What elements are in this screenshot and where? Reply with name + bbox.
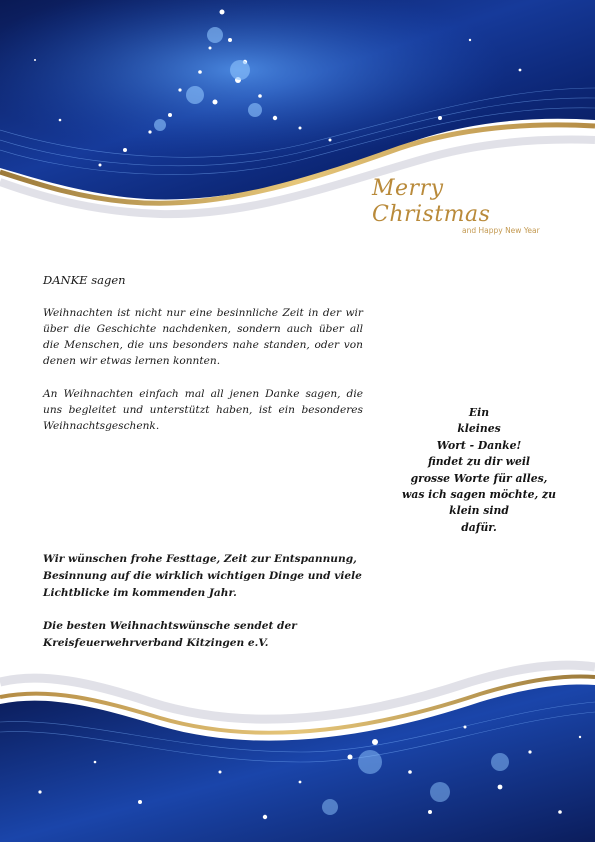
poem-line: Ein xyxy=(468,406,490,419)
poem-line: kleines xyxy=(457,422,501,436)
bottom-christmas-banner xyxy=(0,642,595,842)
merry-christmas-logo xyxy=(372,176,562,235)
letter-title: DANKE sagen xyxy=(43,273,126,287)
thank-you-poem xyxy=(388,405,570,536)
closing-wishes: Wir wünschen frohe Festtage, Zeit zur Entspannung, Besinnung auf die wirklich wichtigen Dinge und viele Lichtblicke im kommenden Jahr. xyxy=(43,553,362,599)
letter-paragraph-1: Weihnachten ist nicht nur eine besinnliche Zeit in der wir über die Geschichte nachdenken, sondern auch über all die Menschen, die uns besonders nahe standen, oder von denen wir etwas lernen konnten. xyxy=(43,307,363,367)
poem-line: grosse Worte für alles, xyxy=(410,471,548,485)
poem-line: was ich sagen möchte, zu xyxy=(402,488,556,502)
happy-new-year-text: and Happy New Year xyxy=(462,226,540,235)
closing-signature: Die besten Weihnachtswünsche sendet der Kreisfeuerwehrverband Kitzingen e.V. xyxy=(43,620,297,649)
poem-line: klein sind xyxy=(449,504,509,518)
poem-line: dafür. xyxy=(461,520,497,534)
letter-paragraph-2: An Weihnachten einfach mal all jenen Danke sagen, die uns begleitet und unterstützt haben, ist ein besonderes Weihnachtsgeschenk. xyxy=(43,388,363,432)
merry-christmas-text: Merry Christmas xyxy=(372,176,491,227)
poem-line: Wort - Danke! xyxy=(436,438,522,452)
poem-line: findet zu dir weil xyxy=(427,455,531,469)
